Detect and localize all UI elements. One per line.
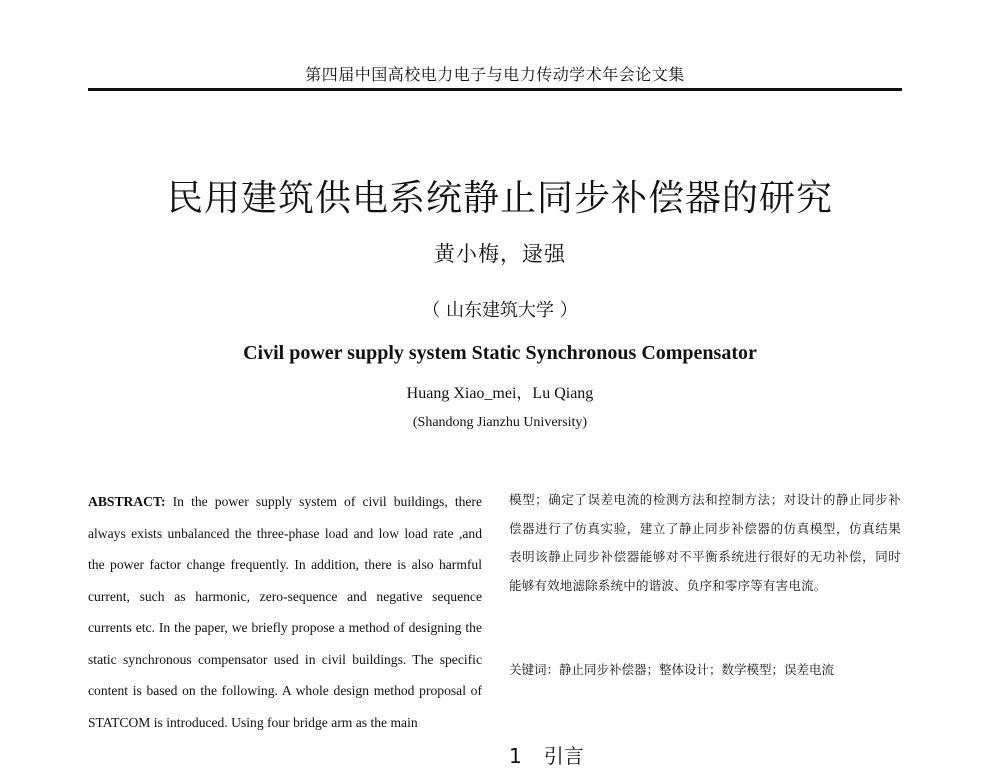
authors-cn: 黄小梅，逯强 — [434, 242, 566, 266]
section-heading — [509, 740, 584, 769]
abstract-en-text: In the power supply system of civil buildings, there always exists unbalanced the three-phase load and low load rate ,and the power factor change frequently. In addition, there is also harmful current, such as harmonic, zero-sequence and negative sequence currents etc. In the paper, we briefly propose a method of designing the static synchronous compensator used in civil buildings. The specific content is based on the following. A whole design method proposal of STATCOM is introduced. Using four bridge arm as the main — [88, 494, 482, 730]
section-number: 1 — [509, 744, 522, 768]
affiliation-cn: （ 山东建筑大学 ） — [422, 300, 578, 321]
paper-title-cn: 民用建筑供电系统静止同步补偿器的研究 — [166, 178, 833, 219]
keywords-cn: 关键词：静止同步补偿器；整体设计；数学模型；误差电流 — [509, 662, 835, 677]
authors-en: Huang Xiao_mei，Lu Qiang — [406, 385, 594, 402]
abstract-cn: 模型；确定了误差电流的检测方法和控制方法；对设计的静止同步补偿器进行了仿真实验，建立了静止同步补偿器的仿真模型，仿真结果表明该静止同步补偿器能够对不平衡系统进行很好的无功补偿，同时能够有效地滤除系统中的谐波、负序和零序等有害电流。 — [509, 492, 901, 593]
section-title: 引言 — [543, 744, 584, 768]
running-header: 第四届中国高校电力电子与电力传动学术年会论文集 — [305, 65, 685, 84]
affiliation-en: (Shandong Jianzhu University) — [412, 415, 588, 430]
header-rule — [88, 88, 902, 91]
abstract-en — [88, 486, 482, 738]
abstract-label: ABSTRACT: — [88, 494, 166, 509]
paper-title-en: Civil power supply system Static Synchronous Compensator — [243, 342, 757, 364]
